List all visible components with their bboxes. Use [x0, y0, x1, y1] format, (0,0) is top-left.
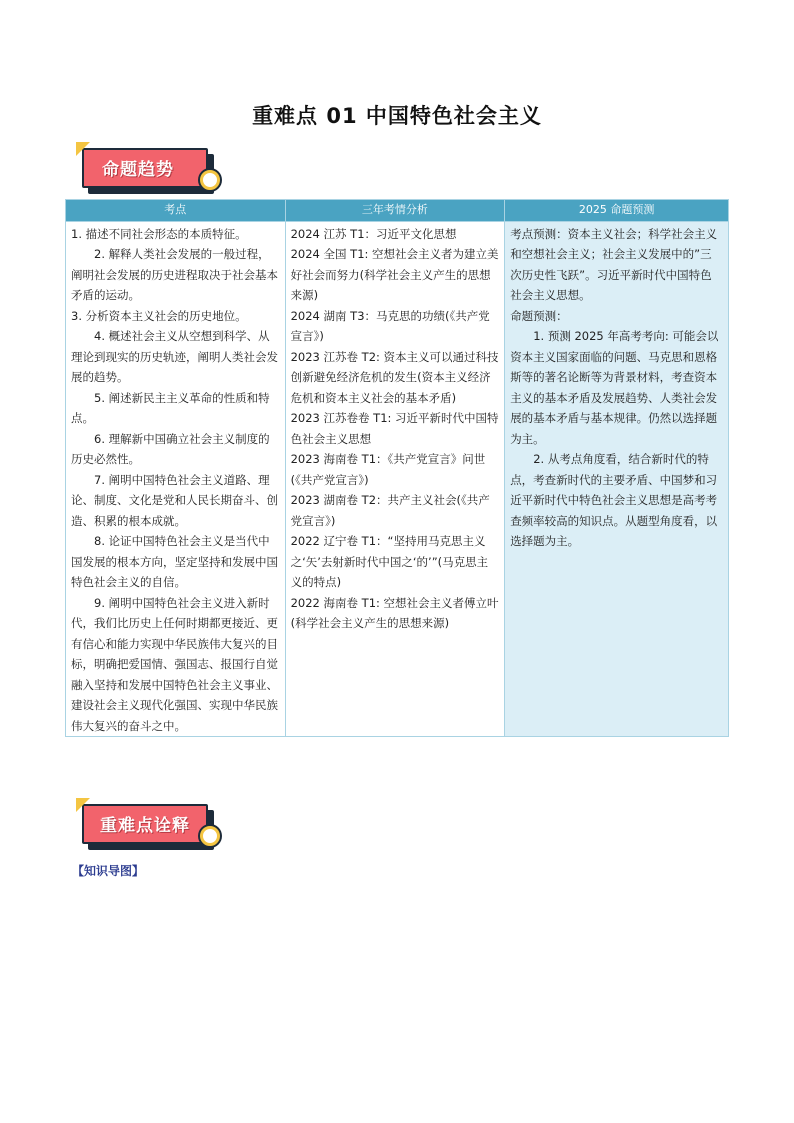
- knowledge-map-heading: 【知识导图】: [72, 864, 145, 878]
- page-title: 重难点 01 中国特色社会主义: [252, 104, 542, 128]
- kaoqing-item: 2024 江苏 T1：习近平文化思想: [290, 226, 457, 241]
- explain-badge: [82, 804, 222, 856]
- flag-icon: [76, 142, 90, 156]
- kaoqing-item: 2023 江苏卷 T2: 资本主义可以通过科技创新避免经济危机的发生(资本主义经济危机和资本主义社会的基本矛盾): [290, 349, 499, 405]
- kaoqing-item: 2024 湖南 T3：马克思的功绩(《共产党宣言》): [290, 308, 490, 343]
- kaoqing-item: 2024 全国 T1: 空想社会主义者为建立美好社会而努力(科学社会主义产生的思想来源): [290, 247, 499, 302]
- header-yuce: 2025 命题预测: [505, 200, 729, 222]
- kaodian-item: 8. 论证中国特色社会主义是当代中国发展的根本方向，坚定坚持和发展中国特色社会主义的自信。: [71, 534, 278, 589]
- yuce-heading: 命题预测：: [510, 308, 568, 323]
- yuce-point: 2. 从考点角度看，结合新时代的特点，考查新时代的主要矛盾、中国梦和习近平新时代中特色社会主义思想是高考考查频率较高的知识点。从题型角度看，以选择题为主。: [510, 452, 718, 548]
- kaoqing-item: 2022 辽宁卷 T1：“坚持用马克思主义之‘矢’去射新时代中国之‘的’”(马克思主义的特点): [290, 534, 489, 589]
- kaodian-item: 7. 阐明中国特色社会主义道路、理论、制度、文化是党和人民长期奋斗、创造、积累的根本成就。: [71, 472, 278, 528]
- header-kaodian: 考点: [66, 200, 286, 222]
- kaodian-item: 1. 描述不同社会形态的本质特征。: [71, 226, 247, 241]
- kaodian-cell: [66, 221, 286, 737]
- ring-icon: [200, 170, 220, 190]
- table-header-row: [66, 200, 729, 222]
- kaoqing-item: 2023 海南卷 T1：《共产党宣言》问世(《共产党宣言》): [290, 452, 486, 487]
- kaodian-item: 2. 解释人类社会发展的一般过程，阐明社会发展的历史进程取决于社会基本矛盾的运动。: [71, 247, 278, 302]
- badge-label: 命题趋势: [102, 160, 174, 180]
- kaodian-item: 5. 阐述新民主主义革命的性质和特点。: [71, 390, 270, 425]
- yuce-forecast: 考点预测：资本主义社会；科学社会主义和空想社会主义；社会主义发展中的”三次历史性飞跃”。习近平新时代中国特色社会主义思想。: [510, 226, 718, 302]
- kaoqing-cell: [285, 221, 505, 737]
- kaoqing-item: 2023 江苏卷卷 T1: 习近平新时代中国特色社会主义思想: [290, 411, 499, 446]
- kaodian-item: 3. 分析资本主义社会的历史地位。: [71, 308, 247, 323]
- kaodian-item: 6. 理解新中国确立社会主义制度的历史必然性。: [71, 431, 270, 466]
- yuce-cell: [505, 221, 729, 737]
- analysis-table: [65, 199, 729, 737]
- badge-label: 重难点诠释: [100, 816, 190, 836]
- kaodian-item: 4. 概述社会主义从空想到科学、从理论到现实的历史轨迹，阐明人类社会发展的趋势。: [71, 329, 278, 384]
- ring-icon: [200, 826, 220, 846]
- header-kaoqing: 三年考情分析: [285, 200, 505, 222]
- table-row: [66, 221, 729, 737]
- kaodian-item: 9. 阐明中国特色社会主义进入新时代，我们比历史上任何时期都更接近、更有信心和能力实现中华民族伟大复兴的目标，明确把爱国情、强国志、报国行自觉融入坚持和发展中国特色社会主义事业、建设社会主义现代化强国、实现中华民族伟大复兴的奋斗之中。: [71, 595, 278, 733]
- trend-badge: [82, 148, 222, 200]
- kaoqing-item: 2023 湖南卷 T2：共产主义社会(《共产党宣言》): [290, 493, 490, 528]
- flag-icon: [76, 798, 90, 812]
- kaoqing-item: 2022 海南卷 T1: 空想社会主义者傅立叶(科学社会主义产生的思想来源): [290, 595, 499, 630]
- yuce-point: 1. 预测 2025 年高考考向: 可能会以资本主义国家面临的问题、马克思和恩格斯等的著名论断等为背景材料，考查资本主义的基本矛盾及发展趋势、人类社会发展的基本矛盾与基本规律。仍然以选择题为主。: [510, 329, 719, 446]
